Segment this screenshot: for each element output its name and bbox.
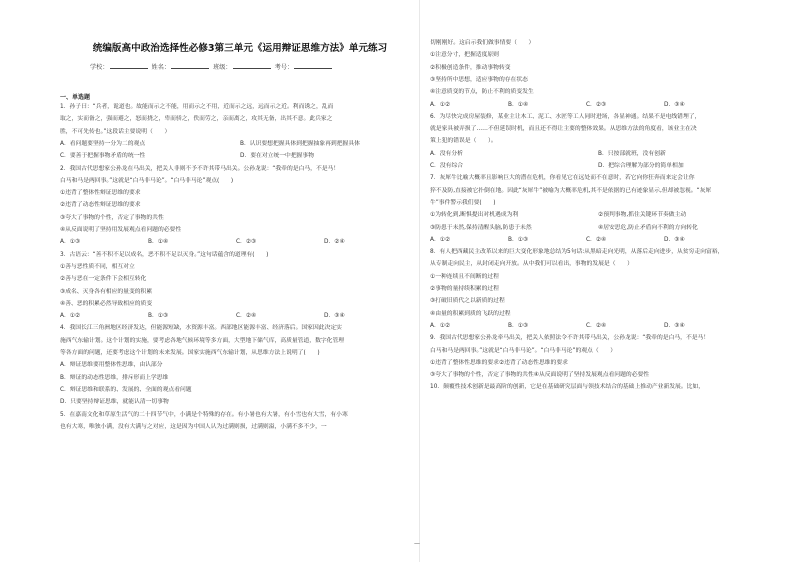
right-text-line: 6．为尽快完成房屋装修，某业主让木工、泥工、水匠等工人同时进场，各显神通。结果不是电线错埋了， (430, 113, 701, 120)
right-text-line: ①注意分寸，把握适度原则 (430, 52, 499, 59)
page-footer-dash: — (414, 540, 420, 547)
left-option[interactable]: A．①② (60, 313, 81, 320)
exam-number-blank[interactable] (294, 68, 332, 69)
right-option[interactable]: D．③④ (664, 236, 685, 243)
name-blank[interactable] (171, 68, 209, 69)
right-option[interactable]: B．①③ (508, 322, 529, 329)
right-option[interactable]: A．①② (430, 101, 451, 108)
left-text-line: 施西气东输计划。这个计划的实施，要考虑各地气候环境等多方面，大型地下储气库，高质量管道，数字化管理 (60, 337, 345, 344)
name-label: 姓名： (151, 64, 171, 71)
right-text-line: ③夸大了事物的个性，否定了事物的共性④从反面说明了坚持发展观点看问题的必要性 (430, 372, 650, 379)
left-text-line: C．辩证思维和联系的、发展的、全面的观点看问题 (60, 386, 192, 393)
right-text-line: 切刚刚好。这启示我们做事情要（ ） (430, 40, 535, 46)
right-text-line: 9．我国古代思想家公孙龙牵马出关，把关人依照法令不许其带马出关，公孙龙说：“我牵的是白马，不是马！ (430, 335, 710, 342)
left-text-line: 1．孙子曰：“兵者，诡道也。故能而示之不能，用而示之不用，近而示之远，远而示之近。利而诱之，乱而 (60, 104, 334, 110)
left-options-row (60, 153, 420, 160)
left-option[interactable]: A．①③ (60, 239, 81, 246)
right-text-line: ①违背了整体性思维的要求②违背了动态性思维的要求 (430, 359, 568, 366)
right-option[interactable]: B．只按部就班，没有创新 (598, 150, 666, 157)
left-option[interactable]: C．要善于把握事物矛盾的统一性 (60, 153, 146, 160)
right-option[interactable]: ①为转化到,断惧提出对机遇成为利 (430, 212, 519, 219)
left-text-line: D．只要坚持辩证思维，就能认清一切事物 (60, 399, 169, 406)
left-options-row (60, 239, 412, 246)
right-option[interactable]: D．③④ (664, 101, 685, 108)
left-text-line: 白马和马是两回事。”这就是“白马非马论”。“白马非马论”观点( ) (60, 177, 234, 184)
left-text-line: 5．在嘉南文化和草原生活气的二十四节气中，小满是个特殊的存在。有小暑也有大暑，有小雪也有大雪，有小寒 (60, 411, 348, 418)
right-text-line: ④注意质变的节点，防止不利的质变发生 (430, 89, 534, 96)
student-info (90, 62, 410, 71)
left-text-line: 胜，不可先传也。”这段话主要说明（ ） (60, 128, 171, 135)
right-option[interactable]: C．②④ (586, 322, 607, 329)
right-text-line: 8．有人把西藏民主改革以来的巨大变化形象地总结为5句话:从黑暗走向光明，从落后走向进步，从贫穷走向富裕， (430, 249, 724, 256)
left-text-line: 3．古语云：“善不积不足以成名，恶不积不足以灭身。”这句话蕴含的道理有( ) (60, 251, 269, 258)
left-text-line: ④从反面说明了坚持用发展观点看问题的必要性 (60, 227, 182, 233)
left-option[interactable]: C．②④ (236, 313, 257, 320)
right-text-line: ③打破旧质代之以新质的过程 (430, 298, 505, 305)
right-text-line: 7．灰犀牛比喻大概率且影响巨大的潜在危机，你看见它在远处而不在意时，若它向你狂奔而来定会让你 (430, 175, 695, 182)
right-text-line: ①一种连续且不间断的过程 (430, 273, 499, 280)
left-text-line: 取之，实而备之，强而避之，怒而挠之，卑而骄之，佚而劳之，亲而离之，攻其无备，出其不意。此兵家之 (60, 116, 333, 123)
left-text-line: A．辩证思维要用整体性思维，由认部分 (60, 362, 163, 369)
right-option[interactable]: C．②④ (586, 236, 607, 243)
left-text-line: ④善、恶的积累必然导致相应的质变 (60, 300, 153, 307)
left-text-line: 等各方面的问题，还要考虑这个计划的未来发展。国家实施西气东输计划，从思维方法上说明了( ) (60, 350, 320, 356)
right-options-row (430, 237, 742, 244)
left-option[interactable]: A．看问题要坚持一分为二的观点 (60, 140, 146, 147)
left-text-line: ②善与恶在一定条件下会相互转化 (60, 276, 147, 283)
left-text-line: ①善与恶性质不同，相互对立 (60, 263, 135, 270)
exam-title: 统编版高中政治选择性必修3第三单元《运用辩证思维方法》单元练习 (92, 43, 388, 54)
right-option[interactable]: D．③④ (664, 322, 685, 329)
right-text-line: 白马和马是两回事。”这就是“白马非马论”。“白马非马论”的观点（ ） (430, 347, 617, 354)
right-options-row (430, 323, 742, 330)
right-option[interactable]: ③防患于未然,保持清醒头脑,防患于未然 (430, 224, 532, 231)
left-text-line: 也有大寒，唯独小满，没有大满与之对应，这是因为中国人认为过满则损，过满则溢，小满不多不少，一 (60, 423, 327, 430)
left-text-line: 4．我国长江三角洲地区经济发达，但能源短缺，水资源丰富。西部地区能源丰富、经济落后。国家因此决定实 (60, 325, 342, 332)
left-text-line: ③成名、灭身各有相应的量变的积累 (60, 288, 153, 295)
right-text-line: 10．颠覆性技术创新是最高阶的创新，它是在基础研究层面与领技术结合的基础上推动产业新发展。比如， (430, 384, 705, 391)
right-text-line: 牛”事件警示我们要( ) (430, 199, 496, 206)
left-options-row (60, 141, 420, 148)
right-text-line: 策上犯的错误是（ ）。 (430, 138, 497, 145)
right-options-row (430, 151, 766, 158)
class-label: 班级： (213, 64, 232, 71)
school-label: 学校： (90, 64, 109, 71)
right-option[interactable]: A．①② (430, 236, 451, 243)
school-blank[interactable] (110, 68, 148, 69)
left-text-line: ①违背了整体性辩证思维的要求 (60, 190, 141, 197)
right-options-row (430, 212, 766, 219)
right-text-line: ③坚持所中思想，适应事物的存在状态 (430, 76, 528, 83)
right-options-row (430, 102, 742, 109)
left-option[interactable]: B．①④ (148, 239, 169, 246)
right-option[interactable]: C．没有综合 (430, 163, 464, 169)
right-option[interactable]: A．①② (430, 322, 451, 329)
right-text-line: ④由量的积累到质的飞跃的过程 (430, 310, 511, 317)
right-text-line: 从专制走向民主，从封闭走向开放。从中我们可以看出，事物的发展是（ ） (430, 261, 633, 268)
left-option[interactable]: C．②③ (236, 239, 257, 246)
section-heading: 一、单选题 (60, 94, 91, 101)
right-option[interactable]: D．把综合理解为部分的简单相加 (598, 163, 684, 169)
left-option[interactable]: D．③④ (324, 313, 345, 320)
right-options-row (430, 163, 766, 170)
right-text-line: ②积极创造条件，推动事物转变 (430, 64, 511, 71)
left-option[interactable]: D．②④ (324, 239, 345, 246)
right-option[interactable]: C．②③ (586, 101, 607, 108)
right-text-line: 猝不及防,直接被它扑倒在地。因此“灰犀牛”被喻为大概率危机,其不是依据的已有迹象显示,但却被忽视。“灰犀 (430, 187, 712, 194)
left-option[interactable]: B．认识要想把握具体到把握抽象再到把握具体 (240, 140, 360, 147)
left-text-line: ②违背了动态性辩证思维的要求 (60, 202, 141, 209)
right-option[interactable]: B．①③ (508, 236, 529, 243)
column-divider (419, 0, 420, 562)
right-option[interactable]: ④居安思危,防止矛盾向不利的方向转化 (598, 224, 698, 231)
right-option[interactable]: A．没有分析 (430, 150, 463, 157)
class-blank[interactable] (233, 68, 271, 69)
right-option[interactable]: ②预判事物,抓住关键环节奏做主动 (598, 212, 687, 219)
right-option[interactable]: B．①④ (508, 101, 529, 108)
right-options-row (430, 225, 766, 232)
exam-number-label: 考号： (274, 64, 294, 71)
left-options-row (60, 313, 412, 320)
left-text-line: 2．我国古代思想家公孙龙在马出关，把关人非则不予不许其带马出关。公孙龙说：“我牵的是白马，不是马！ (60, 165, 340, 172)
left-text-line: B．辩证的动态性思维，排斥形而上学思维 (60, 374, 169, 381)
left-text-line: ③夸大了事物的个性，否定了事物的共性 (60, 214, 164, 221)
right-text-line: 就是家具被弄损了……不但延误时机，而且还不得让主要的整体效果。从思维方法的角度看，该业主在决 (430, 126, 697, 133)
left-option[interactable]: D．要在对立统一中把握事物 (240, 153, 315, 160)
right-text-line: ②事物的量持续积累的过程 (430, 286, 499, 292)
left-option[interactable]: B．①③ (148, 313, 169, 320)
